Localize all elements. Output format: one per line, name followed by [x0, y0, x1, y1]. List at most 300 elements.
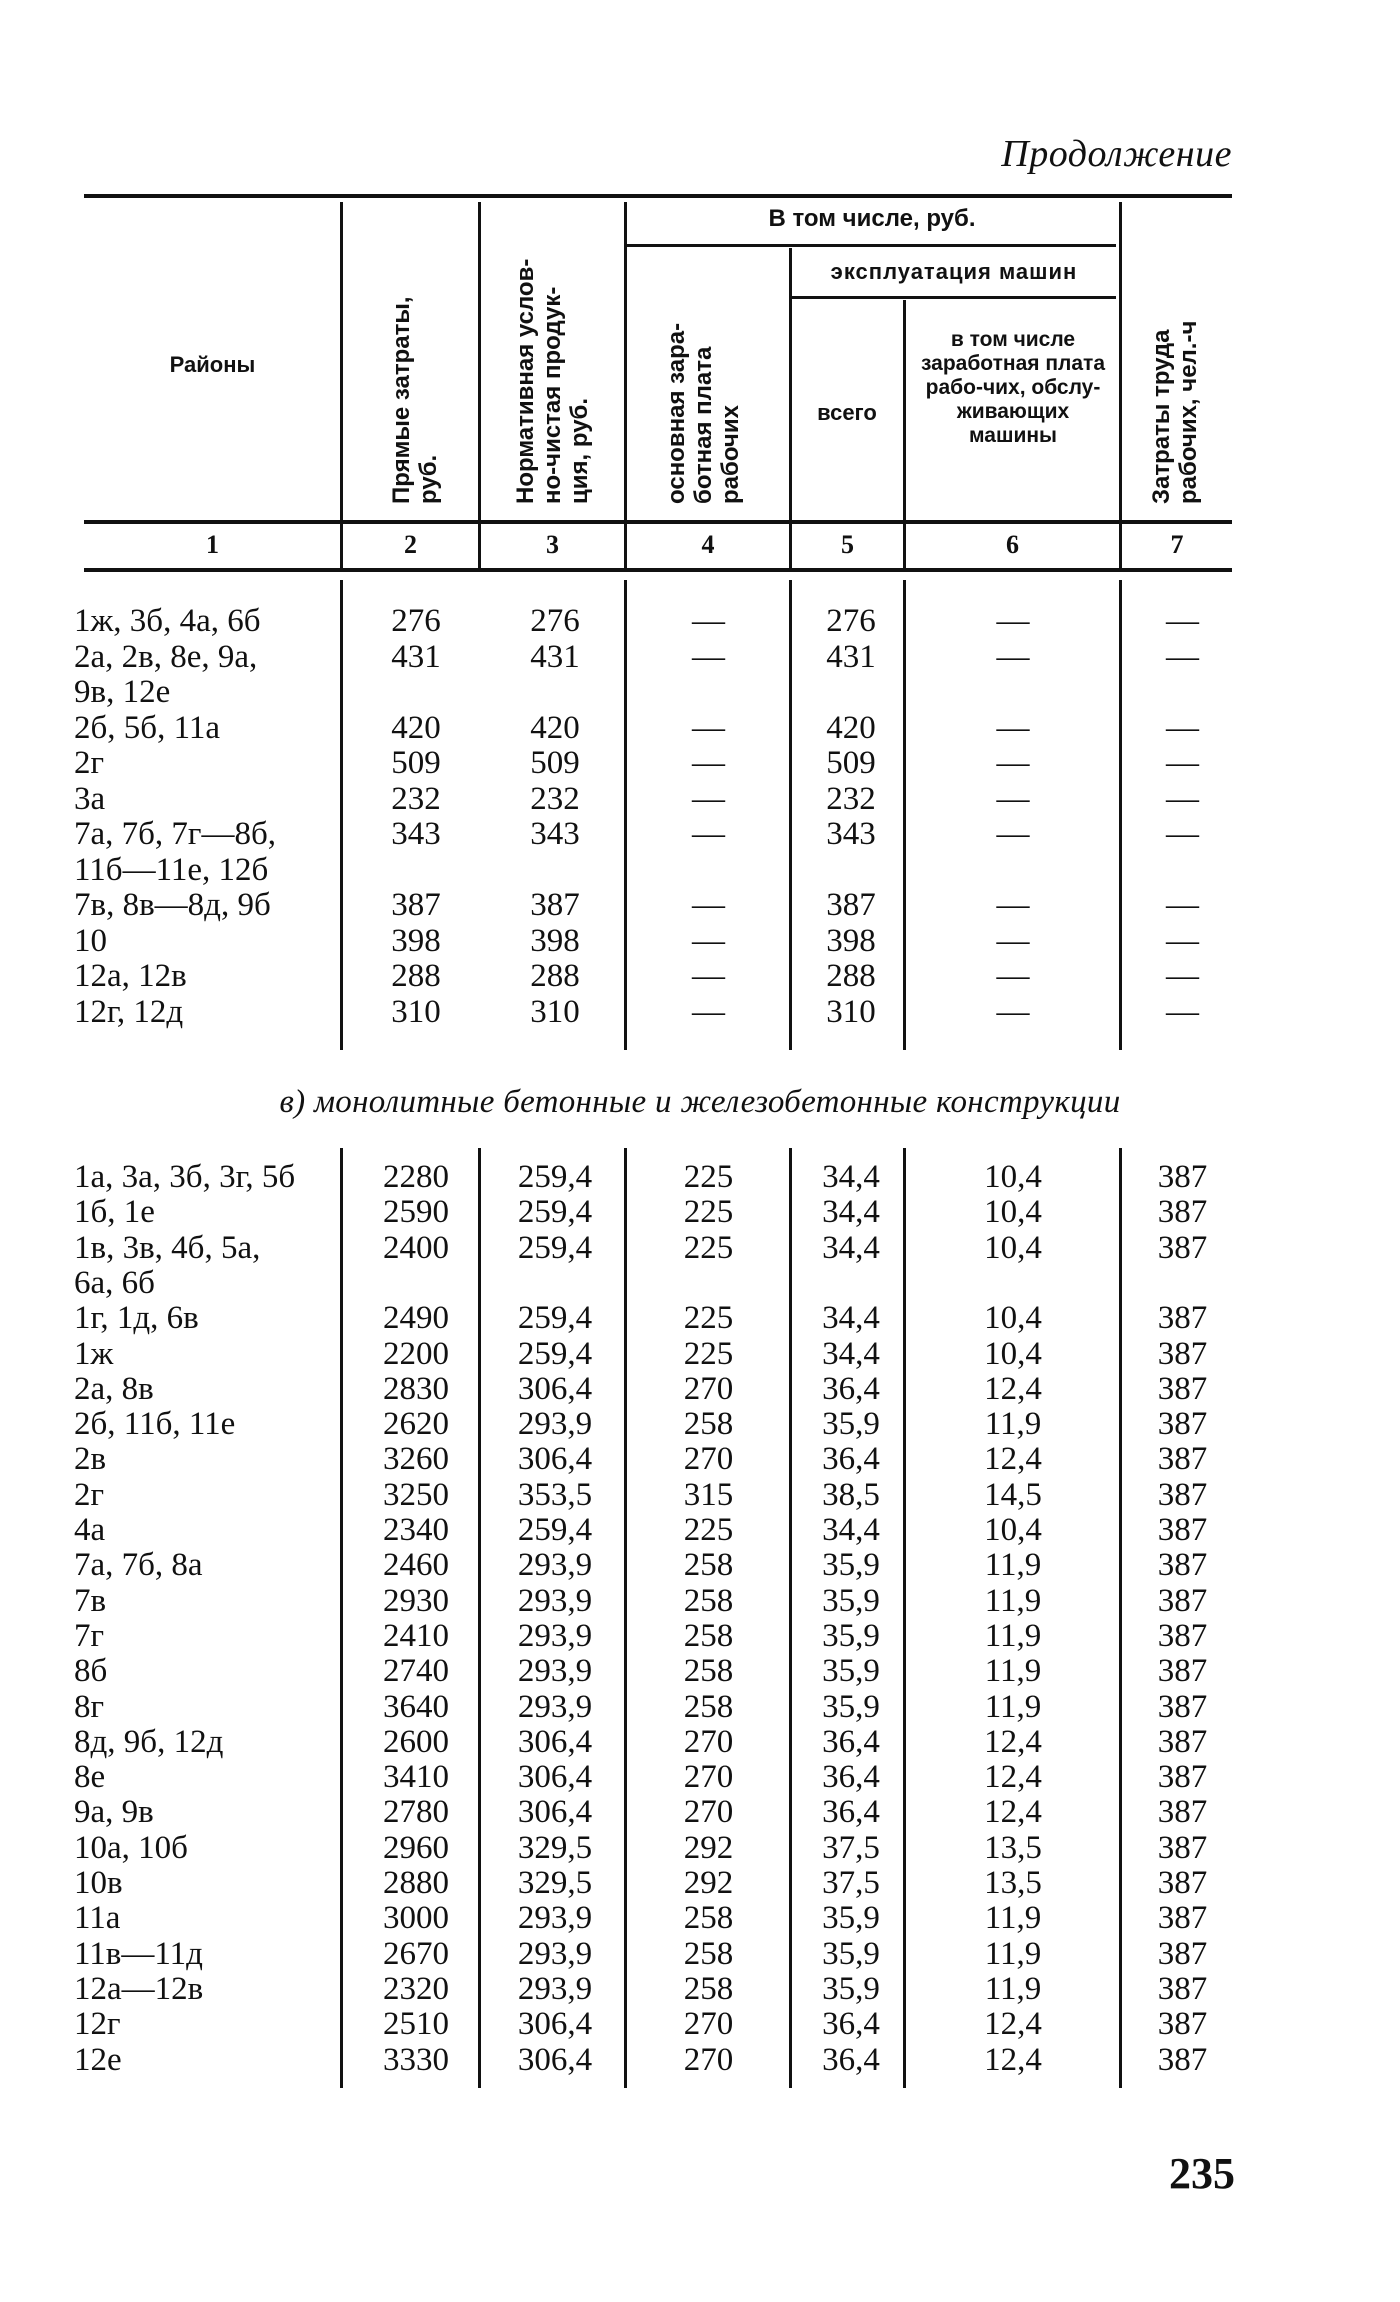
value-cell: 2460 — [383, 1547, 449, 1584]
value-cell: 12,4 — [984, 2041, 1042, 2078]
header-divider-2 — [478, 202, 481, 568]
value-cell: 509 — [826, 745, 876, 781]
column-number-2: 2 — [404, 530, 417, 559]
value-cell: 258 — [683, 1935, 734, 1972]
header-machine-wages: в том числе заработная плата рабо-чих, обслу-живающих машины — [920, 328, 1106, 447]
district-cell: 10в — [74, 1865, 123, 1901]
value-cell: 36,4 — [822, 1441, 880, 1478]
value-cell: 225 — [683, 1194, 734, 1231]
value-cell: — — [1166, 709, 1199, 746]
value-cell: 225 — [683, 1159, 734, 1195]
value-cell: 306,4 — [517, 1794, 593, 1831]
value-cell: 258 — [683, 1582, 734, 1619]
value-cell: 2930 — [383, 1582, 449, 1619]
value-cell: 259,4 — [517, 1512, 593, 1548]
value-cell: 232 — [391, 780, 441, 817]
column-number-7: 7 — [1170, 530, 1184, 559]
value-cell: — — [996, 603, 1030, 639]
value-cell: 387 — [1157, 1476, 1208, 1513]
table-row — [0, 1266, 1400, 1301]
value-cell: 387 — [1157, 1829, 1208, 1866]
value-cell: 225 — [683, 1335, 734, 1372]
value-cell: 306,4 — [517, 1370, 593, 1407]
district-cell: 2г — [74, 1476, 105, 1513]
value-cell: 37,5 — [822, 1829, 880, 1866]
value-cell: 306,4 — [517, 1441, 593, 1478]
value-cell: 36,4 — [822, 2006, 880, 2043]
district-cell: 2а, 2в, 8е, 9а, — [74, 638, 258, 675]
value-cell: — — [996, 745, 1030, 781]
value-cell: 343 — [391, 816, 441, 852]
value-cell: 387 — [1157, 1865, 1208, 1901]
value-cell: 2880 — [383, 1865, 449, 1901]
value-cell: 35,9 — [822, 1653, 880, 1690]
table-row — [0, 782, 1400, 817]
district-cell: 2б, 11б, 11е — [74, 1406, 236, 1443]
value-cell: 12,4 — [984, 2006, 1042, 2043]
table-row — [0, 2043, 1400, 2078]
value-cell: — — [996, 780, 1030, 817]
value-cell: 293,9 — [517, 1900, 593, 1937]
value-cell: 387 — [1157, 1406, 1208, 1443]
value-cell: — — [996, 993, 1030, 1030]
district-cell: 11а — [74, 1900, 121, 1937]
value-cell: 420 — [530, 709, 580, 746]
district-cell: 8д, 9б, 12д — [74, 1723, 224, 1760]
value-cell: — — [692, 958, 725, 994]
section-title: в) монолитные бетонные и железобетонные конструкции — [279, 1084, 1121, 1120]
value-cell: 37,5 — [822, 1865, 880, 1901]
value-cell: 310 — [530, 993, 580, 1030]
value-cell: 14,5 — [984, 1476, 1042, 1513]
value-cell: 270 — [683, 1794, 734, 1831]
value-cell: 270 — [683, 1441, 734, 1478]
value-cell: 258 — [683, 1970, 734, 2007]
column-number-4: 4 — [701, 530, 715, 559]
value-cell: 3410 — [383, 1759, 449, 1796]
header-districts: Районы — [169, 352, 256, 377]
value-cell: 293,9 — [517, 1547, 593, 1584]
value-cell: — — [1166, 745, 1199, 781]
value-cell: 387 — [1157, 1335, 1208, 1372]
district-cell: 1г, 1д, 6в — [74, 1300, 199, 1337]
table-row — [0, 1195, 1400, 1230]
value-cell: 10,4 — [984, 1229, 1042, 1266]
header-direct-costs: Прямые затраты, руб. — [388, 296, 442, 504]
value-cell: 387 — [1157, 1970, 1208, 2007]
table-row — [0, 1654, 1400, 1689]
value-cell: 258 — [683, 1653, 734, 1690]
value-cell: 36,4 — [822, 1759, 880, 1796]
value-cell: 3260 — [383, 1441, 449, 1478]
value-cell: 2830 — [383, 1370, 449, 1407]
value-cell: 12,4 — [984, 1759, 1042, 1796]
value-cell: 259,4 — [517, 1159, 593, 1195]
value-cell: 387 — [1157, 1794, 1208, 1831]
header-including-group: В том числе, руб. — [768, 205, 976, 232]
value-cell: — — [996, 887, 1030, 923]
value-cell: — — [1166, 816, 1199, 852]
value-cell: — — [996, 816, 1030, 852]
district-cell: 10а, 10б — [74, 1829, 188, 1866]
value-cell: 276 — [391, 603, 441, 639]
value-cell: 258 — [683, 1688, 734, 1725]
value-cell: 12,4 — [984, 1370, 1042, 1407]
value-cell: 12,4 — [984, 1723, 1042, 1760]
column-number-3: 3 — [546, 530, 559, 559]
value-cell: 34,4 — [822, 1159, 880, 1195]
value-cell: 288 — [391, 958, 441, 994]
table-row — [0, 995, 1400, 1030]
header-divider-1 — [340, 202, 343, 568]
value-cell: 276 — [826, 603, 876, 639]
value-cell: 36,4 — [822, 1723, 880, 1760]
table-row — [0, 888, 1400, 923]
value-cell: 3640 — [383, 1688, 449, 1725]
table-row — [0, 1478, 1400, 1513]
value-cell: 509 — [391, 745, 441, 781]
value-cell: 509 — [530, 745, 580, 781]
value-cell: 35,9 — [822, 1970, 880, 2007]
district-cell: 8е — [74, 1759, 106, 1796]
district-cell: 12а, 12в — [74, 958, 187, 994]
value-cell: 2400 — [383, 1229, 449, 1266]
value-cell: 2960 — [383, 1829, 449, 1866]
table-row — [0, 1442, 1400, 1477]
table-row — [0, 853, 1400, 888]
value-cell: — — [996, 709, 1030, 746]
value-cell: 258 — [683, 1900, 734, 1937]
value-cell: 387 — [1157, 2041, 1208, 2078]
value-cell: 12,4 — [984, 1794, 1042, 1831]
table-row — [0, 1690, 1400, 1725]
value-cell: 35,9 — [822, 1547, 880, 1584]
district-cell: 2б, 5б, 11а — [74, 709, 221, 746]
value-cell: 35,9 — [822, 1582, 880, 1619]
header-divider-3 — [624, 202, 627, 568]
value-cell: 259,4 — [517, 1194, 593, 1231]
district-cell: 12е — [74, 2041, 122, 2078]
table-row — [0, 746, 1400, 781]
value-cell: 420 — [391, 709, 441, 746]
table-row — [0, 1831, 1400, 1866]
value-cell: 34,4 — [822, 1512, 880, 1548]
value-cell: — — [1166, 603, 1199, 639]
value-cell: 387 — [391, 887, 441, 923]
district-cell: 7а, 7б, 7г—8б, — [74, 816, 277, 852]
value-cell: 11,9 — [984, 1653, 1042, 1690]
header-labor-costs: Затраты труда рабочих, чел.-ч — [1148, 320, 1202, 504]
district-cell: 12г — [74, 2006, 121, 2043]
table-row — [0, 1513, 1400, 1548]
value-cell: 343 — [826, 816, 876, 852]
value-cell: — — [1166, 958, 1199, 994]
value-cell: 2620 — [383, 1406, 449, 1443]
value-cell: 232 — [826, 780, 876, 817]
value-cell: — — [692, 993, 725, 1030]
value-cell: 259,4 — [517, 1300, 593, 1337]
table-top-rule — [84, 194, 1232, 198]
value-cell: 2670 — [383, 1935, 449, 1972]
value-cell: 292 — [683, 1865, 734, 1901]
value-cell: 13,5 — [984, 1829, 1042, 1866]
value-cell: 293,9 — [517, 1617, 593, 1654]
column-number-1: 1 — [206, 530, 219, 559]
value-cell: 387 — [1157, 1441, 1208, 1478]
value-cell: 258 — [683, 1547, 734, 1584]
value-cell: 11,9 — [984, 1900, 1042, 1937]
value-cell: — — [692, 816, 725, 852]
value-cell: 11,9 — [984, 1935, 1042, 1972]
district-cell: 4а — [74, 1512, 106, 1548]
value-cell: 270 — [683, 2006, 734, 2043]
value-cell: 34,4 — [822, 1335, 880, 1372]
value-cell: 259,4 — [517, 1229, 593, 1266]
value-cell: 232 — [530, 780, 580, 817]
table-row — [0, 1866, 1400, 1901]
column-number-6: 6 — [1006, 530, 1019, 559]
value-cell: 2740 — [383, 1653, 449, 1690]
value-cell: 343 — [530, 816, 580, 852]
table-row — [0, 1901, 1400, 1936]
table-row — [0, 1760, 1400, 1795]
district-cell: 8б — [74, 1653, 108, 1690]
value-cell: 11,9 — [984, 1582, 1042, 1619]
value-cell: 387 — [1157, 1229, 1208, 1266]
column-number-5: 5 — [841, 530, 854, 559]
district-cell: 1ж — [74, 1335, 114, 1372]
value-cell: 258 — [683, 1406, 734, 1443]
table-row — [0, 1972, 1400, 2007]
value-cell: 329,5 — [517, 1865, 593, 1901]
value-cell: 387 — [1157, 1370, 1208, 1407]
table-row — [0, 1160, 1400, 1195]
value-cell: 398 — [391, 922, 441, 959]
value-cell: 11,9 — [984, 1970, 1042, 2007]
district-cell: 12а—12в — [74, 1970, 204, 2007]
value-cell: 35,9 — [822, 1900, 880, 1937]
value-cell: 270 — [683, 1370, 734, 1407]
district-cell: 1б, 1е — [74, 1194, 155, 1231]
table-row — [0, 1584, 1400, 1619]
value-cell: 387 — [1157, 1512, 1208, 1548]
value-cell: 10,4 — [984, 1335, 1042, 1372]
value-cell: 315 — [683, 1476, 734, 1513]
table-row — [0, 2007, 1400, 2042]
value-cell: 398 — [530, 922, 580, 959]
value-cell: — — [1166, 922, 1199, 959]
table-row — [0, 1795, 1400, 1830]
value-cell: 306,4 — [517, 2041, 593, 2078]
value-cell: 259,4 — [517, 1335, 593, 1372]
value-cell: 225 — [683, 1300, 734, 1337]
value-cell: 225 — [683, 1229, 734, 1266]
value-cell: 13,5 — [984, 1865, 1042, 1901]
value-cell: 2280 — [383, 1159, 449, 1195]
value-cell: 2780 — [383, 1794, 449, 1831]
table-row — [0, 1725, 1400, 1760]
table-row — [0, 959, 1400, 994]
value-cell: 35,9 — [822, 1935, 880, 1972]
value-cell: 276 — [530, 603, 580, 639]
value-cell: 36,4 — [822, 1370, 880, 1407]
value-cell: 387 — [1157, 2006, 1208, 2043]
header-base-wages: основная зара- ботная плата рабочих — [663, 322, 744, 504]
value-cell: — — [1166, 638, 1199, 675]
value-cell: 288 — [826, 958, 876, 994]
value-cell: 10,4 — [984, 1159, 1042, 1195]
value-cell: 306,4 — [517, 1759, 593, 1796]
value-cell: 293,9 — [517, 1935, 593, 1972]
value-cell: 11,9 — [984, 1406, 1042, 1443]
value-cell: — — [996, 638, 1030, 675]
district-cell: 1а, 3а, 3б, 3г, 5б — [74, 1159, 296, 1195]
header-machine-operation: эксплуатация машин — [830, 259, 1078, 284]
value-cell: — — [1166, 780, 1199, 817]
district-cell: 1ж, 3б, 4а, 6б — [74, 603, 261, 639]
table-row — [0, 1937, 1400, 1972]
table-row — [0, 924, 1400, 959]
district-cell: 2г — [74, 745, 105, 781]
district-cell: 8г — [74, 1688, 105, 1725]
value-cell: 2320 — [383, 1970, 449, 2007]
value-cell: — — [692, 745, 725, 781]
value-cell: 35,9 — [822, 1688, 880, 1725]
table-row — [0, 1231, 1400, 1266]
district-cell: 10 — [74, 922, 107, 959]
value-cell: 2410 — [383, 1617, 449, 1654]
header-divider-5 — [903, 300, 906, 568]
value-cell: 387 — [1157, 1617, 1208, 1654]
value-cell: 387 — [1157, 1935, 1208, 1972]
value-cell: 420 — [826, 709, 876, 746]
table-row — [0, 675, 1400, 710]
value-cell: 329,5 — [517, 1829, 593, 1866]
value-cell: 225 — [683, 1512, 734, 1548]
value-cell: 36,4 — [822, 2041, 880, 2078]
header-bottom-rule — [84, 520, 1232, 524]
district-cell: 11в—11д — [74, 1935, 203, 1972]
value-cell: 2510 — [383, 2006, 449, 2043]
value-cell: 387 — [1157, 1194, 1208, 1231]
value-cell: 387 — [1157, 1582, 1208, 1619]
value-cell: 10,4 — [984, 1194, 1042, 1231]
table-row — [0, 1407, 1400, 1442]
value-cell: 38,5 — [822, 1476, 880, 1513]
value-cell: 306,4 — [517, 2006, 593, 2043]
district-cell: 9а, 9в — [74, 1794, 154, 1831]
district-cell: 1в, 3в, 4б, 5а, — [74, 1229, 261, 1266]
value-cell: 2490 — [383, 1300, 449, 1337]
table-row — [0, 817, 1400, 852]
table-row — [0, 711, 1400, 746]
machine-group-rule — [791, 296, 1116, 299]
value-cell: 431 — [826, 638, 876, 675]
table-row — [0, 1337, 1400, 1372]
value-cell: 387 — [1157, 1759, 1208, 1796]
header-normative-output: Нормативная услов- но-чистая продук- ция, руб. — [512, 258, 593, 504]
value-cell: 353,5 — [517, 1476, 593, 1513]
district-cell: 7г — [74, 1617, 105, 1654]
table-row — [0, 604, 1400, 639]
value-cell: 387 — [1157, 1688, 1208, 1725]
value-cell: 431 — [530, 638, 580, 675]
district-cell: 9в, 12е — [74, 674, 171, 710]
continuation-label: Продолжение — [1001, 133, 1232, 175]
value-cell: 34,4 — [822, 1194, 880, 1231]
value-cell: — — [692, 887, 725, 923]
value-cell: 292 — [683, 1829, 734, 1866]
value-cell: 10,4 — [984, 1512, 1042, 1548]
district-cell: 7в, 8в—8д, 9б — [74, 887, 271, 923]
value-cell: 11,9 — [984, 1547, 1042, 1584]
including-group-rule — [626, 244, 1116, 247]
value-cell: 387 — [1157, 1300, 1208, 1337]
district-cell: 6а, 6б — [74, 1264, 155, 1301]
header-machine-total: всего — [817, 400, 877, 425]
table-row — [0, 1548, 1400, 1583]
value-cell: 270 — [683, 1723, 734, 1760]
value-cell: — — [1166, 887, 1199, 923]
value-cell: 270 — [683, 2041, 734, 2078]
value-cell: 293,9 — [517, 1653, 593, 1690]
value-cell: 35,9 — [822, 1617, 880, 1654]
value-cell: 12,4 — [984, 1441, 1042, 1478]
value-cell: 11,9 — [984, 1688, 1042, 1725]
value-cell: — — [692, 603, 725, 639]
value-cell: 293,9 — [517, 1406, 593, 1443]
value-cell: 293,9 — [517, 1582, 593, 1619]
value-cell: 431 — [391, 638, 441, 675]
page-number: 235 — [1169, 2149, 1235, 2198]
value-cell: 387 — [1157, 1159, 1208, 1195]
table-row — [0, 1301, 1400, 1336]
value-cell: 258 — [683, 1617, 734, 1654]
value-cell: 10,4 — [984, 1300, 1042, 1337]
value-cell: 34,4 — [822, 1300, 880, 1337]
district-cell: 2а, 8в — [74, 1370, 154, 1407]
district-cell: 2в — [74, 1441, 107, 1478]
district-cell: 7в — [74, 1582, 107, 1619]
value-cell: 387 — [1157, 1723, 1208, 1760]
value-cell: 387 — [530, 887, 580, 923]
header-divider-6 — [1119, 202, 1122, 568]
value-cell: 293,9 — [517, 1970, 593, 2007]
value-cell: 398 — [826, 922, 876, 959]
value-cell: 36,4 — [822, 1794, 880, 1831]
table-row — [0, 640, 1400, 675]
value-cell: 306,4 — [517, 1723, 593, 1760]
value-cell: 3330 — [383, 2041, 449, 2078]
value-cell: 310 — [826, 993, 876, 1030]
value-cell: 2200 — [383, 1335, 449, 1372]
value-cell: 310 — [391, 993, 441, 1030]
value-cell: — — [692, 638, 725, 675]
table-row — [0, 1619, 1400, 1654]
table-row — [0, 1372, 1400, 1407]
district-cell: 3а — [74, 780, 106, 817]
value-cell: 11,9 — [984, 1617, 1042, 1654]
value-cell: 387 — [826, 887, 876, 923]
district-cell: 11б—11е, 12б — [74, 851, 269, 888]
value-cell: 387 — [1157, 1547, 1208, 1584]
value-cell: 34,4 — [822, 1229, 880, 1266]
column-numbers-rule — [84, 568, 1232, 572]
value-cell: 293,9 — [517, 1688, 593, 1725]
value-cell: — — [692, 709, 725, 746]
district-cell: 7а, 7б, 8а — [74, 1547, 203, 1584]
value-cell: — — [1166, 993, 1199, 1030]
